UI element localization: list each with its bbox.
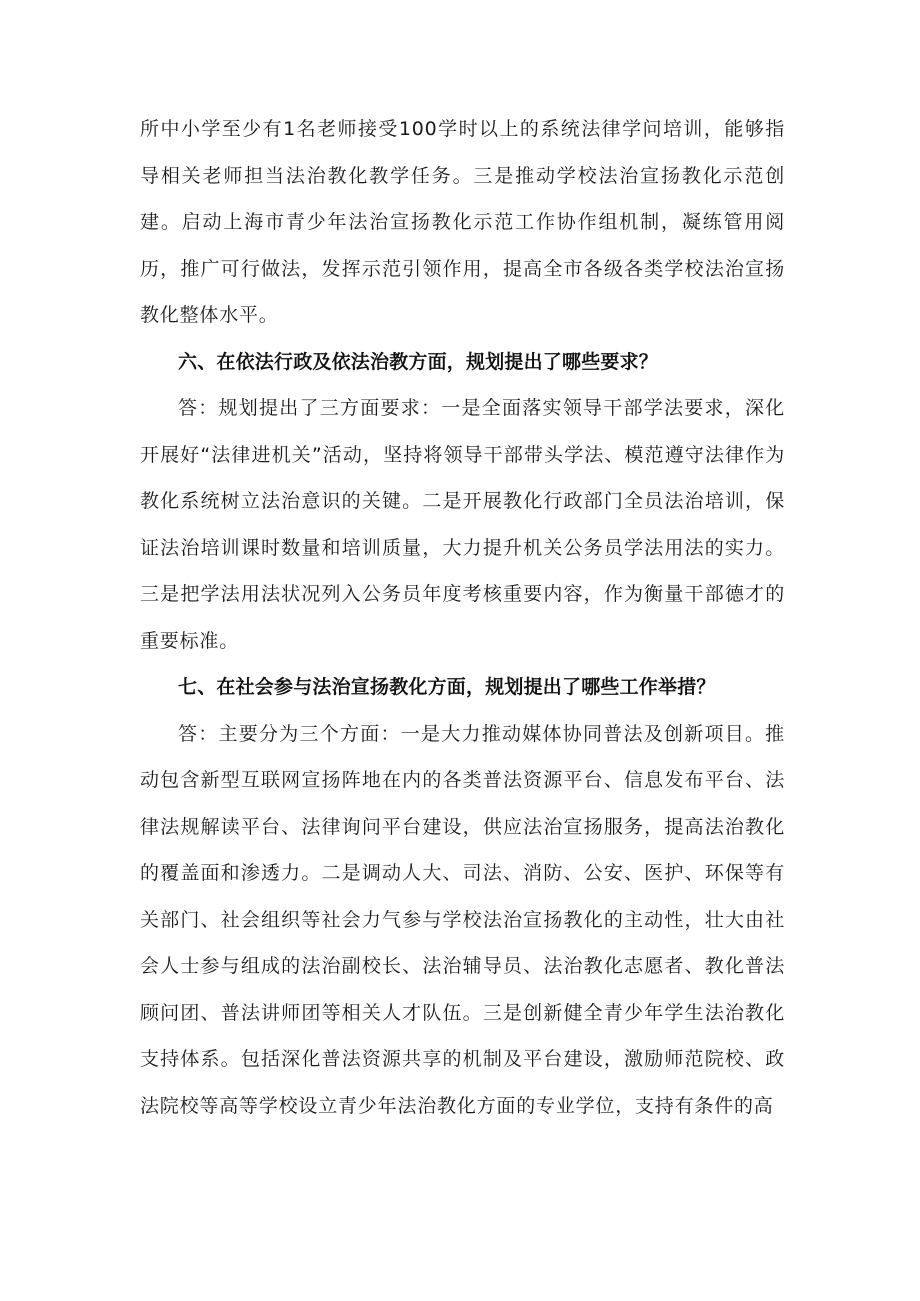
section-seven-heading: 七、在社会参与法治宣扬教化方面，规划提出了哪些工作举措？ — [178, 676, 716, 698]
section-six-answer: 答：规划提出了三方面要求：一是全面落实领导干部学法要求，深化开展好“法律进机关”活动，坚持将领导干部带头学法、模范遵守法律作为教化系统树立法治意识的关键。二是开展教化行政部门全员法治培训，保证法治培训课时数量和培训质量，大力提升机关公务员学法用法的实力。三是把学法用法状况列入公务员年度考核重要内容，作为衡量干部德才的重要标准。 — [140, 397, 785, 652]
document-body — [140, 106, 785, 1129]
continuation-paragraph: 所中小学至少有1名老师接受100学时以上的系统法律学问培训，能够指导相关老师担当法治教化教学任务。三是推动学校法治宣扬教化示范创建。启动上海市青少年法治宣扬教化示范工作协作组机制，凝练管用阅历，推广可行做法，发挥示范引领作用，提高全市各级各类学校法治宣扬教化整体水平。 — [140, 118, 785, 326]
section-six-heading: 六、在依法行政及依法治教方面，规划提出了哪些要求？ — [178, 350, 659, 373]
section-seven-answer: 答：主要分为三个方面：一是大力推动媒体协同普法及创新项目。推动包含新型互联网宣扬阵地在内的各类普法资源平台、信息发布平台、法律法规解读平台、法律询问平台建设，供应法治宣扬服务，提高法治教化的覆盖面和渗透力。二是调动人大、司法、消防、公安、医护、环保等有关部门、社会组织等社会力气参与学校法治宣扬教化的主动性，壮大由社会人士参与组成的法治副校长、法治辅导员、法治教化志愿者、教化普法顾问团、普法讲师团等相关人才队伍。三是创新健全青少年学生法治教化支持体系。包括深化普法资源共享的机制及平台建设，激励师范院校、政法院校等高等学校设立青少年法治教化方面的专业学位，支持有条件的高 — [140, 722, 785, 1117]
